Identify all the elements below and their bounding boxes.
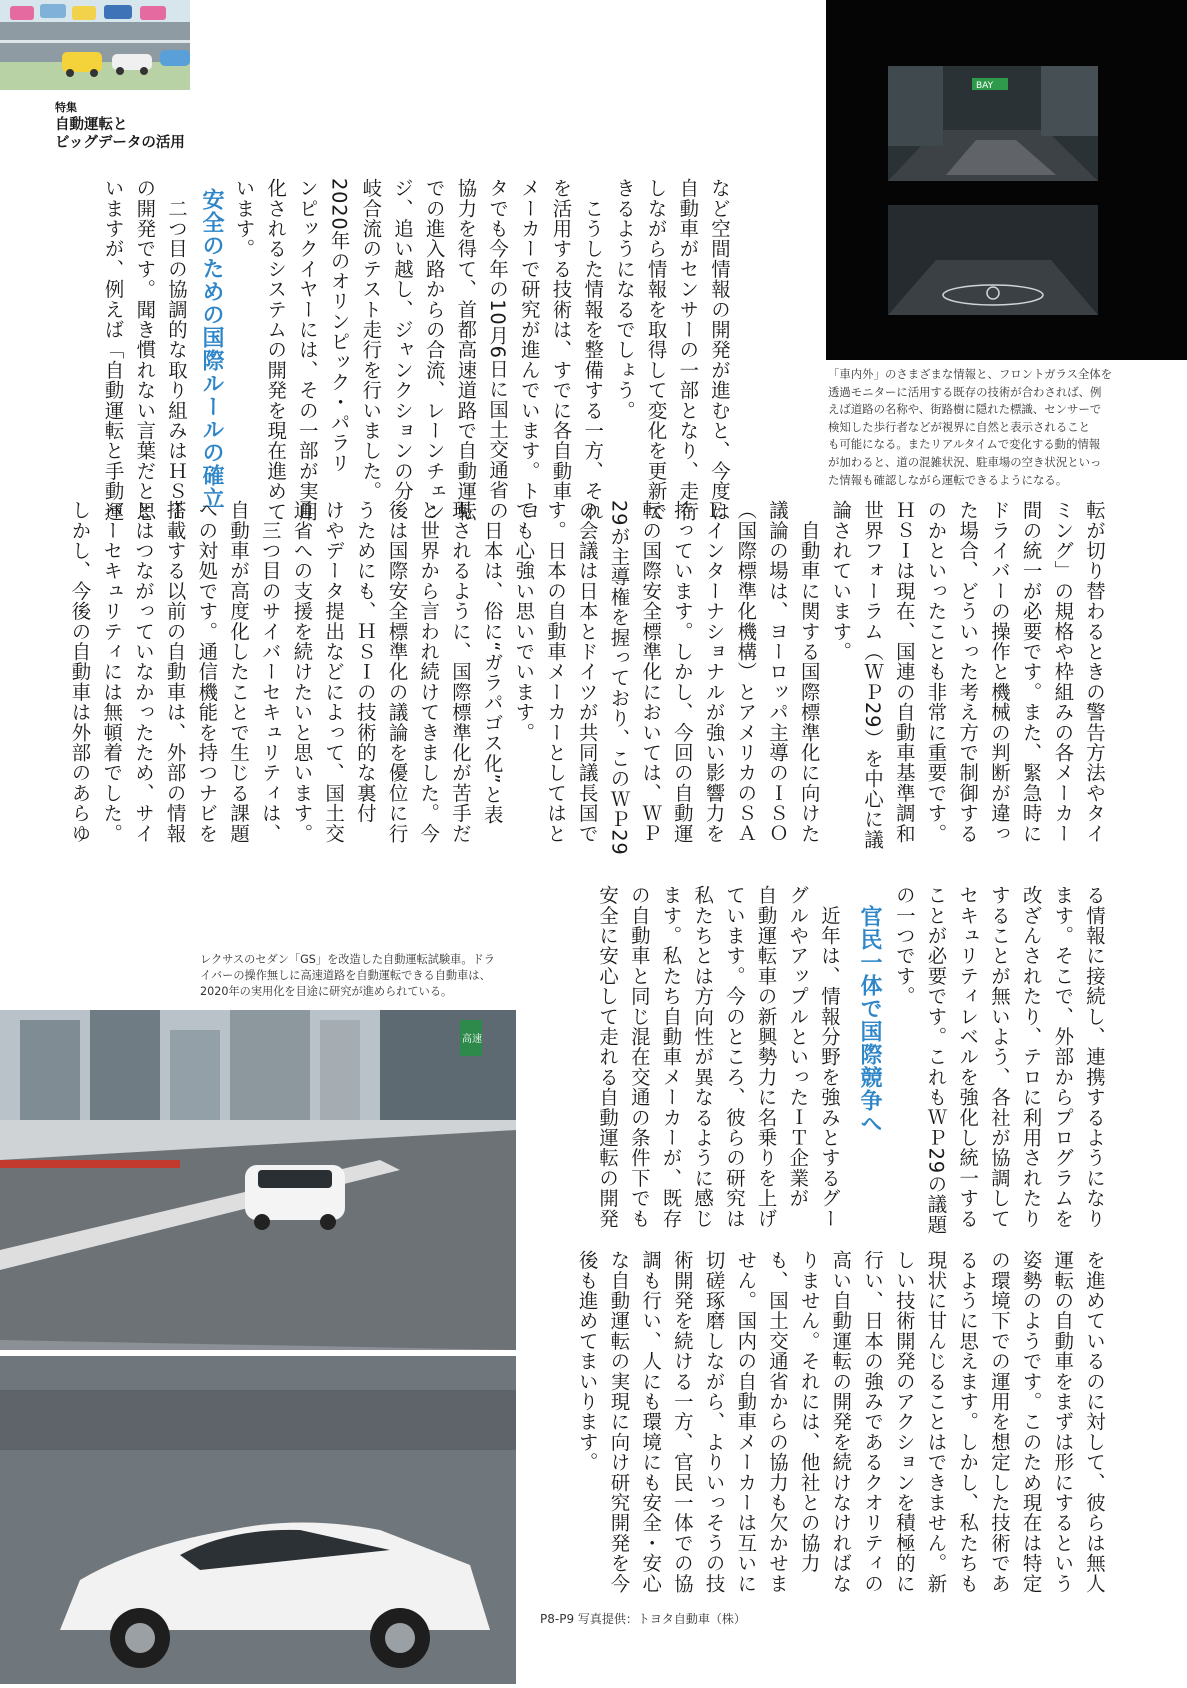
right-middle-text: る情報に接続し、連携するようになり ます。そこで、外部からプログラムを 改ざんされたり、テロに利用されたり することが無いよう、各社が協調して セキュリティレベルを強化し統一する ことが必要です。これもＷＰ29の議題 の一つです。 xyxy=(892,885,1106,1235)
left-column-paragraph-1: など空間情報の開発が進むと、今度は 自動車がセンサーの一部となり、走行 しながら情報を取得して変化を更新で きるようになるでしょう。 こうした情報を整備する一方、それ を活用する技術は、すでに各自動車 メーカーで研究が進んでいます。トヨ タでも今年の10月6日に国土交通省の 協力を得て、首都高速道路で自動運転 での進入路からの合流、レーンチェン ジ、追い越し、ジャンクションの分 岐合流のテスト走行を行いました。 2020年のオリンピック・パラリ ンピックイヤーには、その一部が実用 化されるシステムの開発を現在進めて います。 xyxy=(232,178,731,522)
hud-sign-text: BAY xyxy=(976,81,994,91)
car-photo-caption: レクサスのセダン「GS」を改造した自動運転試験車。ドラ イバーの操作無しに高速道路を自動運転できる自動車は、 2020年の実用化を目途に研究が進められている。 xyxy=(200,953,495,998)
photo-credit: P8-P9 写真提供：トヨタ自動車（株） xyxy=(540,1612,746,1626)
right-lower-text: を進めているのに対して、彼らは無人 運転の自動車をまずは形にするという 姿勢のようです。このため現在は特定 の環境下での運用を想定した技術であ るように思えます。しかし、私たちも 現状に甘んじることはできません。新 しい技術開発のアクションを積極的に 行い、日本の強みであるクオリティの 高い自動運転の開発を続けなければな りません。それには、他社との協力 も、国土交通省からの協力も欠かせま せん。国内の自動車メーカーは互いに 切磋琢磨しながら、よりいっそうの技 術開発を続ける一方、官民一体での協 調も行い、人にも環境にも安全・安心 な自動運転の実現に向け研究開発を今 後も進めてまいります。 xyxy=(575,1250,1106,1594)
car-photo-art xyxy=(0,1010,516,1684)
traffic-illustration xyxy=(0,0,190,90)
heading-international-rules: 安全のための国際ルールの確立 xyxy=(199,188,224,510)
heading-public-private: 官民一体で国際競争へ xyxy=(857,905,882,1135)
hud-photo xyxy=(826,0,1187,360)
hud-photo-caption: 「車内外」のさまざまな情報と、フロントガラス全体を 透過モニターに活用する既存の技術が合わされば、例 えば道路の名称や、街路樹に隠れた標識、センサーで 検知した歩行者などが視界に自然と表示されること も可能になる。またリアルタイムで変化する動的情報 が加わると、道の混雑状況、駐車場の空き状況といっ た情報も確認しながら運転できるようになる。 xyxy=(828,367,1113,487)
left-column-paragraph-2: 二つ目の協調的な取り組みはＨＳＩ の開発です。聞き慣れない言葉だと思 いますが、例えば「自動運転と手動運 xyxy=(101,178,188,522)
right-upper-text: 転が切り替わるときの警告方法やタイ ミング」の規格や枠組みの各メーカー 間の統一が必要です。また、緊急時に ドライバーの操作と機械の判断が違っ た場合、どういった考え方で制御する のかといったことも非常に重要です。 ＨＳＩは現在、国連の自動車基準調和 世界フォーラム（ＷＰ29）を中心に議 論されています。 自動車に関する国際標準化に向けた 議論の場は、ヨーロッパ主導のＩＳＯ （国際標準化機構）とアメリカのＳＡ Ｅインターナショナルが強い影響力を 持っています。しかし、今回の自動運 転の国際安全標準化においては、ＷＰ 29が主導権を握っており、このＷＰ29 の会議は日本とドイツが共同議長国で す。日本の自動車メーカーとしてはと ても心強い思いでいます。 日本は、俗に“ガラパゴス化”と表 現されるように、国際標準化が苦手だ と世界から言われ続けてきました。今 後は国際安全標準化の議論を優位に行 うためにも、ＨＳＩの技術的な裏付 けやデータ提出などによって、国土交 通省への支援を続けたいと思います。 三つ目のサイバーセキュリティは、 自動車が高度化したことで生じる課題 への対処です。通信機能を持つナビを 搭載する以前の自動車は、外部の情報 とはつながっていなかったため、サイ バーセキュリティには無頓着でした。 しかし、今後の自動車は外部のあらゆ xyxy=(68,500,1106,856)
car-photo xyxy=(0,1010,516,1684)
section-tag: 特集 xyxy=(55,101,77,114)
hud-photo-art xyxy=(826,0,1187,360)
traffic-illustration-art xyxy=(0,0,190,90)
section-title-line1: 自動運転と xyxy=(55,117,128,133)
right-middle-text-2: 近年は、情報分野を強みとするグー グルやアップルといったＩＴ企業が 自動運転車の新興勢力に名乗りを上げ ています。今のところ、彼らの研究は 私たちとは方向性が異なるように感じ ます。私たち自動車メーカーが、既存 の自動車と同じ混在交通の条件下でも 安全に安心して走れる自動運転の開発 xyxy=(596,885,841,1229)
section-title-line2: ビッグデータの活用 xyxy=(55,135,185,151)
road-sign-text: 高速 xyxy=(462,1034,482,1045)
